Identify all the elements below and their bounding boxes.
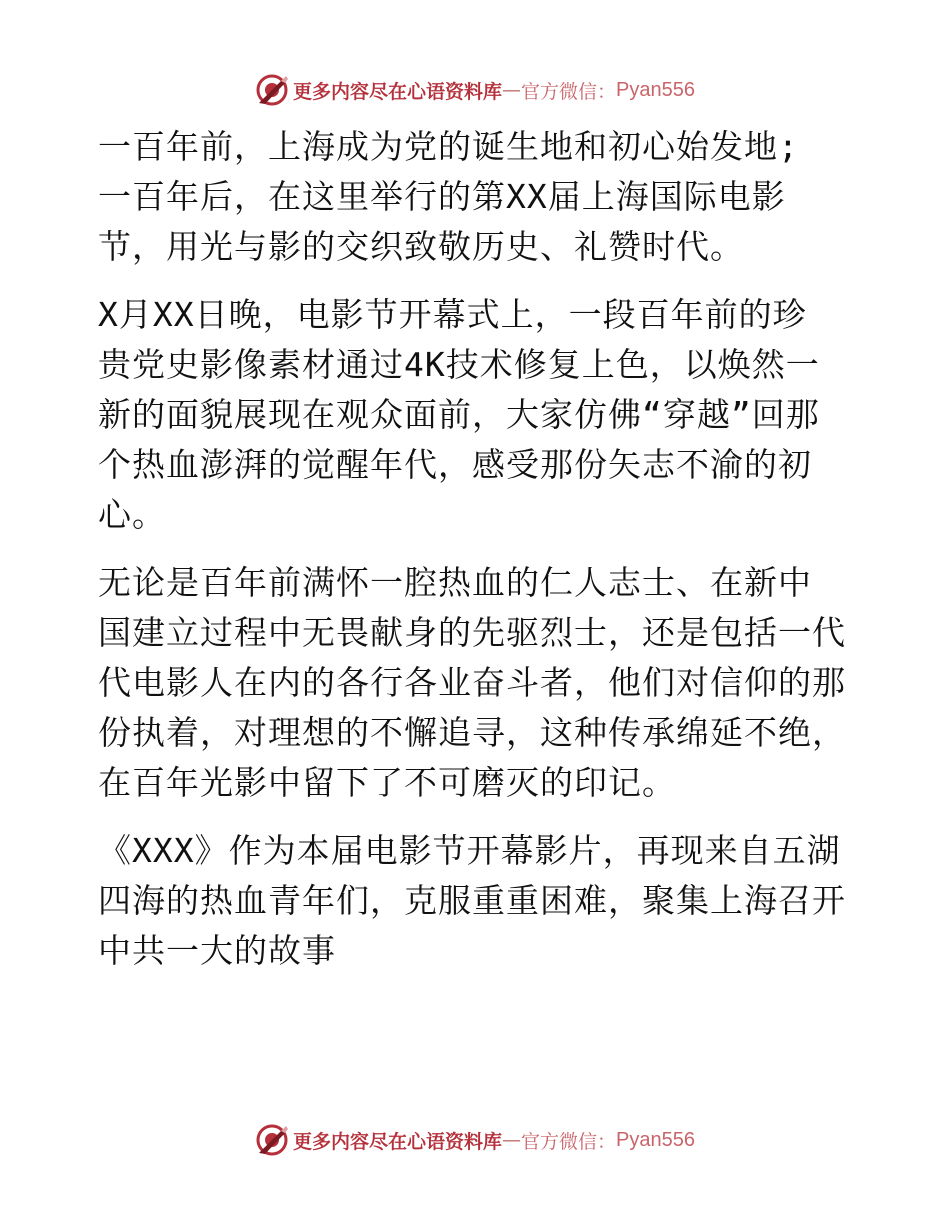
pen-logo-icon (255, 1123, 289, 1157)
text-line: 在百年光影中留下了不可磨灭的印记。 (98, 763, 676, 802)
footer-separator: — (502, 1129, 522, 1151)
text-line: 节，用光与影的交织致敬历史、礼赞时代。 (98, 227, 744, 266)
paragraph-1 (98, 122, 858, 272)
footer-wechat-id: Pyan556 (616, 1128, 695, 1151)
paragraph-3 (98, 558, 858, 808)
header-brand-text: 更多内容尽在心语资料库 (293, 80, 503, 103)
text-line: 中共一大的故事 (98, 931, 336, 970)
document-body (98, 122, 858, 994)
footer-contact-label: 官方微信： (521, 1130, 617, 1153)
text-line: 无论是百年前满怀一腔热血的仁人志士、在新中 (98, 563, 812, 602)
header-wechat-id: Pyan556 (616, 78, 695, 101)
text-line: 代电影人在内的各行各业奋斗者，他们对信仰的那 (98, 663, 846, 702)
header-contact-label: 官方微信： (521, 80, 617, 103)
text-line: 份执着，对理想的不懈追寻，这种传承绵延不绝， (98, 713, 846, 752)
text-line: 一百年前，上海成为党的诞生地和初心始发地; (98, 127, 799, 166)
paragraph-2 (98, 290, 858, 540)
header-separator: — (502, 79, 522, 101)
text-line: 国建立过程中无畏献身的先驱烈士，还是包括一代 (98, 613, 846, 652)
paragraph-4 (98, 826, 858, 976)
text-line: 一百年后，在这里举行的第XX届上海国际电影 (98, 177, 786, 216)
pen-logo-icon (255, 73, 289, 107)
footer-brand-text: 更多内容尽在心语资料库 (293, 1130, 503, 1153)
text-line: 贵党史影像素材通过4K技术修复上色，以焕然一 (98, 345, 820, 384)
text-line: X月XX日晚，电影节开幕式上，一段百年前的珍 (98, 295, 807, 334)
text-line: 《XXX》作为本届电影节开幕影片，再现来自五湖 (98, 831, 841, 870)
text-line: 新的面貌展现在观众面前，大家仿佛“穿越”回那 (98, 395, 820, 434)
text-line: 心。 (98, 495, 166, 534)
text-line: 四海的热血青年们，克服重重困难，聚集上海召开 (98, 881, 846, 920)
footer-banner (0, 1120, 950, 1160)
text-line: 个热血澎湃的觉醒年代，感受那份矢志不渝的初 (98, 445, 812, 484)
header-banner (0, 70, 950, 110)
